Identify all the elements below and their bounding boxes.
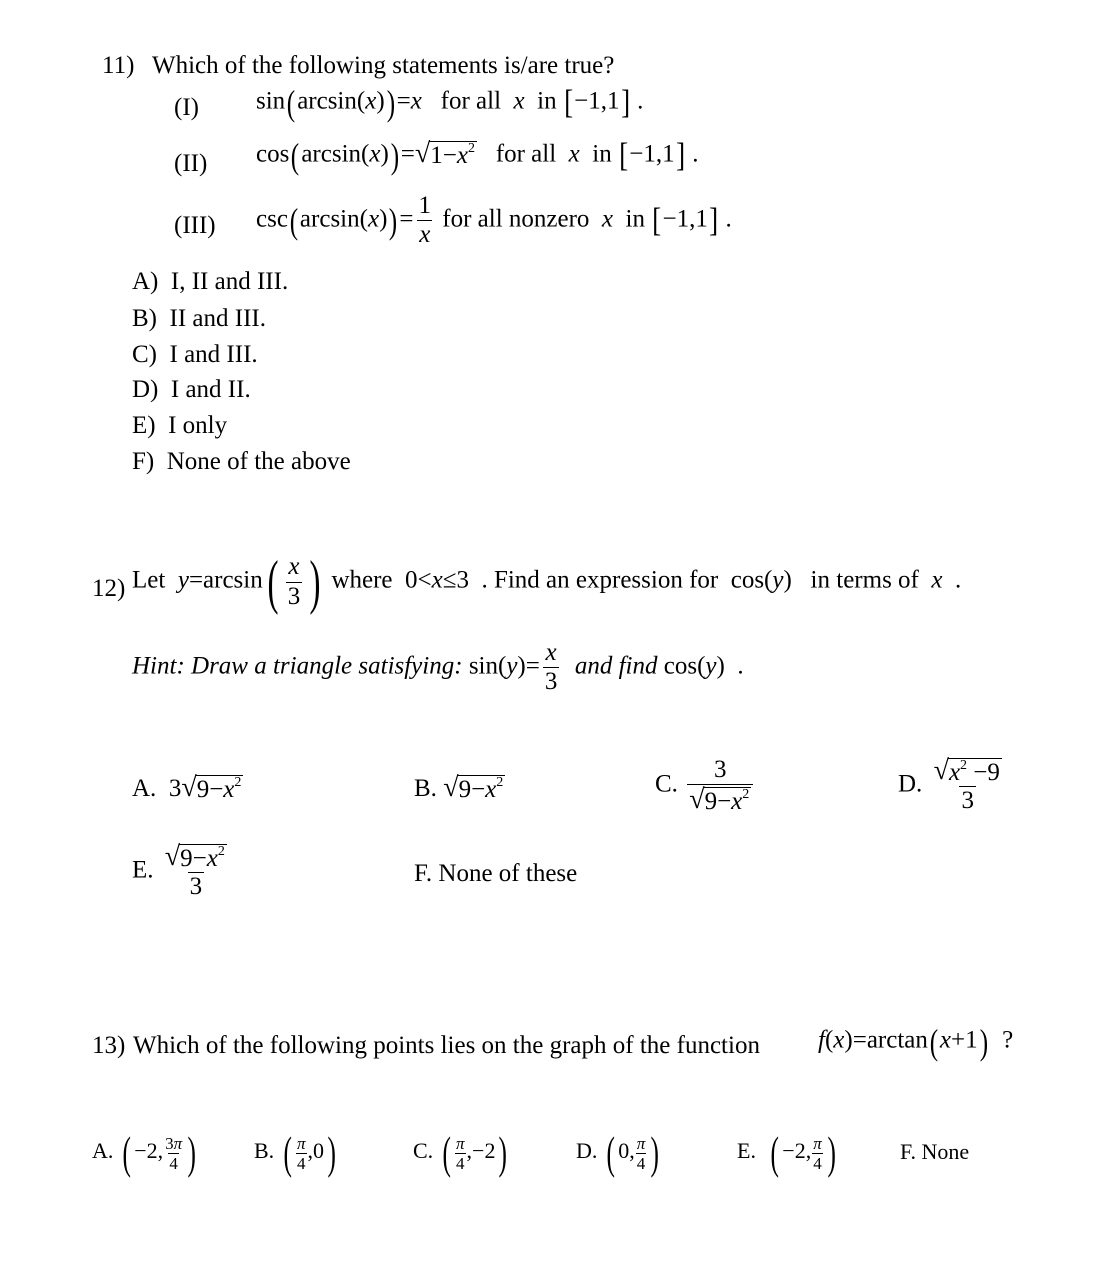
q12-choice-a[interactable]: A. 3 √ $9-x^2$ [132,772,242,803]
q11-statement-1-label: (I) [174,94,199,121]
q13-prompt: Which of the following points lies on the graph of the function [133,1032,760,1059]
q11-statement-3: csc(arcsin(x))= $\frac{1}{x}$ for all nonzero x in [−1,1] . [256,192,732,249]
q11-statement-1: sin(arcsin(x))=x for all x in [−1,1] . [256,83,644,123]
q13-choice-e[interactable]: E. ( −2, $\frac{\pi}{4}$ ) [737,1127,836,1178]
q12-number: 12) [92,575,126,602]
q11-choice-c[interactable]: C) I and III. [132,341,258,368]
q11-choice-d[interactable]: D) I and II. [132,376,251,403]
q13-choice-b[interactable]: B. ( $\frac{\pi}{4}$ ,0) [254,1127,336,1178]
q13-function: f(x)=arctan(x+1) ? [818,1022,1014,1062]
q12-hint: Hint: Draw a triangle satisfying: sin(y)= $\frac{x}{3}$ and find cos(y) . [132,639,744,696]
q12-choice-c[interactable]: C. 3 √ $9-x^2$ [655,757,756,815]
q11-statement-2: cos(arcsin(x))= √ $1-x^2$ for all x in [−1,1] . [256,136,699,176]
q11-number: 11) [102,52,135,79]
q11-choice-b[interactable]: B) II and III. [132,305,266,332]
q11-choice-f[interactable]: F) None of the above [132,448,351,475]
q12-choice-b[interactable]: B. √ $9-x^2$ [414,772,504,803]
q12-choice-d[interactable]: D. √ $x^2 -9$ 3 [898,755,1000,815]
q12-choice-f[interactable]: F. None of these [414,860,578,887]
q11-statement-2-label: (II) [174,150,208,177]
q11-choice-a[interactable]: A) I, II and III. [132,268,289,295]
q11-choice-e[interactable]: E) I only [132,412,228,439]
q13-choice-f[interactable]: F. None [900,1139,970,1164]
q13-number: 13) [92,1032,126,1059]
q13-choice-a[interactable]: A. ( −2, $\frac{3\pi}{4}$ ) [92,1127,197,1178]
q13-choice-d[interactable]: D. ( 0, $\frac{\pi}{4}$ ) [576,1127,660,1178]
q11-statement-3-label: (III) [174,212,216,239]
q12-prompt-line: Let y=arcsin( $\frac{x}{3}$ ) where 0<x≤3 . Find an expression for cos(y) in terms of x . [132,549,962,615]
q12-choice-e[interactable]: E. √ $9-x^2$ 3 [132,841,225,901]
q11-prompt: Which of the following statements is/are true? [152,52,615,79]
q13-choice-c[interactable]: C. ( $\frac{\pi}{4}$ ,−2) [413,1127,508,1178]
